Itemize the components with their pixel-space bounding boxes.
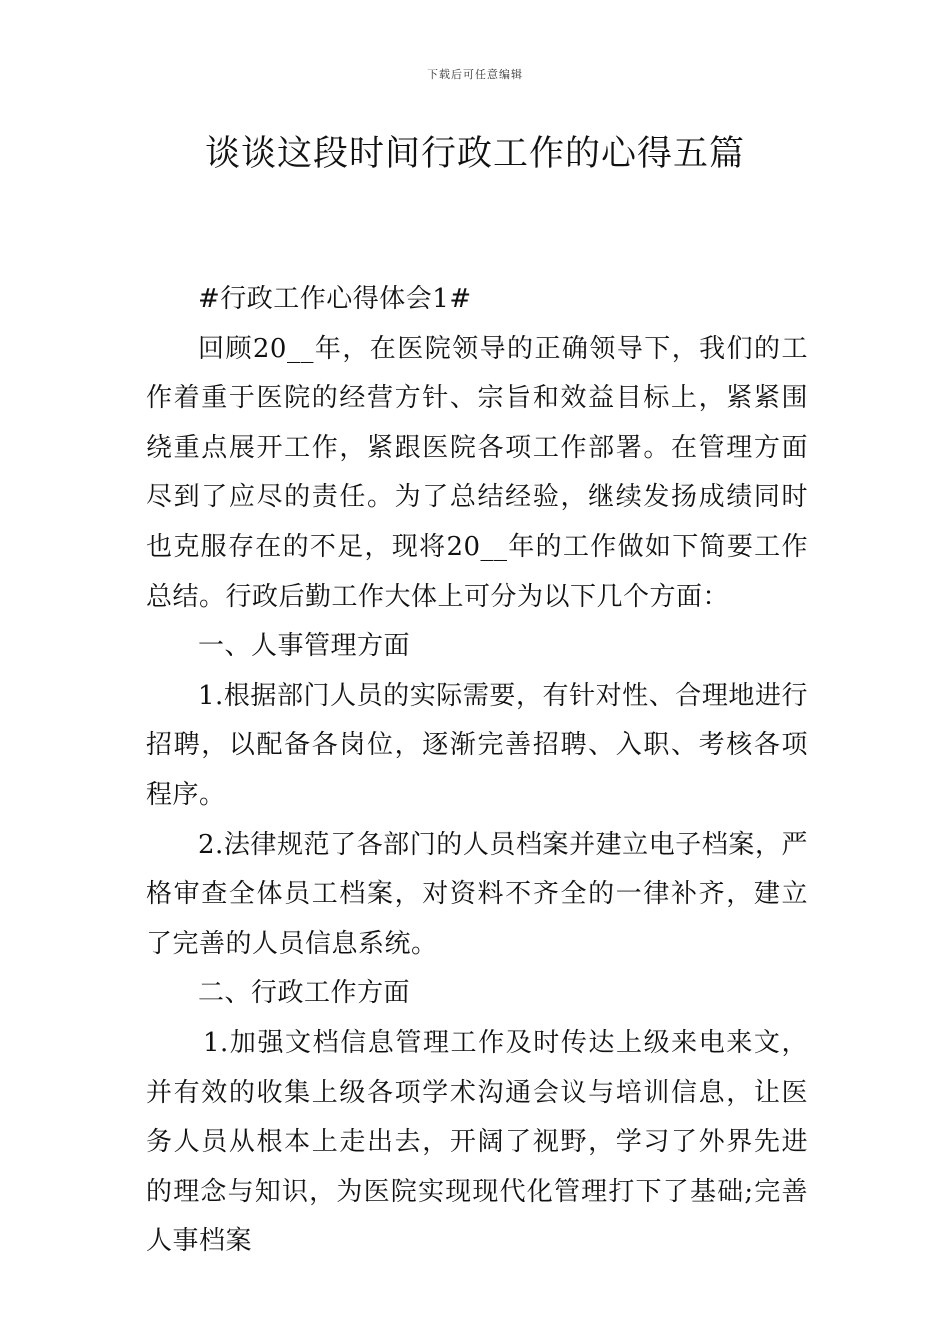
paragraph-intro: 回顾20__年，在医院领导的正确领导下，我们的工作着重于医院的经营方针、宗旨和效益目标上，紧紧围绕重点展开工作，紧跟医院各项工作部署。在管理方面尽到了应尽的责任。为了总结经验，继续发扬成绩同时也克服存在的不足，现将20__年的工作做如下简要工作总结。行政后勤工作大体上可分为以下几个方面： bbox=[146, 333, 808, 612]
paragraph-item: 1.加强文档信息管理工作及时传达上级来电来文，并有效的收集上级各项学术沟通会议与培训信息，让医务人员从根本上走出去，开阔了视野，学习了外界先进的理念与知识，为医院实现现代化管理打下了基础;完善人事档案 bbox=[146, 1027, 808, 1257]
paragraph-item: 1.根据部门人员的实际需要，有针对性、合理地进行招聘，以配备各岗位，逐渐完善招聘、入职、考核各项程序。 bbox=[146, 680, 808, 810]
section-heading-1: #行政工作心得体会1# bbox=[198, 284, 472, 314]
paragraph-item: 2.法律规范了各部门的人员档案并建立电子档案，严格审查全体员工档案，对资料不齐全的一律补齐，建立了完善的人员信息系统。 bbox=[146, 829, 808, 959]
section-heading-admin: 二、行政工作方面 bbox=[198, 978, 411, 1009]
document-body bbox=[146, 275, 808, 1267]
header-note: 下载后可任意编辑 bbox=[427, 68, 523, 81]
section-heading-personnel: 一、人事管理方面 bbox=[198, 631, 411, 662]
document-title: 谈谈这段时间行政工作的心得五篇 bbox=[204, 134, 745, 174]
